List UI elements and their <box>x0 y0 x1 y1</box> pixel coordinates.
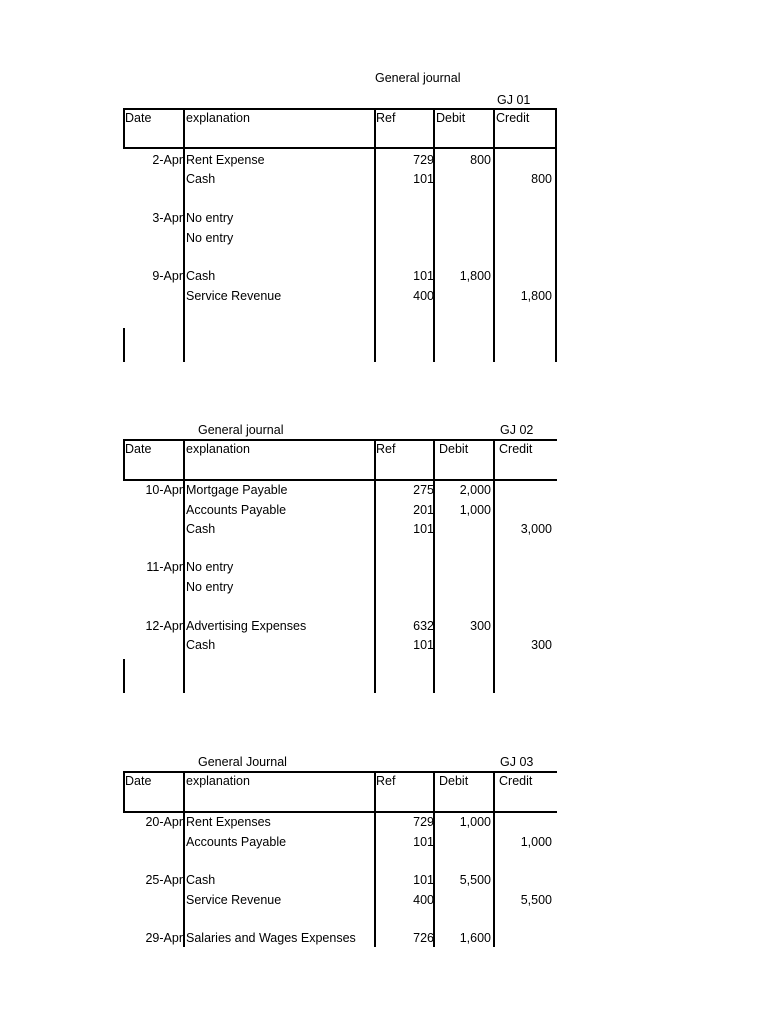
header-date: Date <box>125 442 152 456</box>
row-explanation: No entry <box>186 211 234 225</box>
header-bottom-border <box>123 479 557 481</box>
header-debit: Debit <box>439 774 469 788</box>
header-explanation: explanation <box>186 111 250 125</box>
column-divider <box>493 771 495 947</box>
row-ref: 400 <box>413 893 434 907</box>
table-top-border <box>123 108 557 110</box>
row-date: 10-Apr <box>145 483 183 497</box>
row-explanation: Cash <box>186 522 216 536</box>
column-divider <box>433 108 435 362</box>
row-debit: 300 <box>470 619 491 633</box>
row-ref: 729 <box>413 153 434 167</box>
column-divider <box>433 771 435 947</box>
row-explanation: Accounts Payable <box>186 835 287 849</box>
column-divider <box>183 771 185 947</box>
row-credit: 1,800 <box>520 289 552 303</box>
row-date: 20-Apr <box>145 815 183 829</box>
row-explanation: Cash <box>186 172 216 186</box>
row-credit: 1,000 <box>520 835 552 849</box>
row-explanation: Advertising Expenses <box>186 619 307 633</box>
row-explanation: Mortgage Payable <box>186 483 288 497</box>
header-credit: Credit <box>499 442 533 456</box>
row-date: 11-Apr <box>146 560 183 574</box>
row-debit: 2,000 <box>459 483 491 497</box>
row-date: 3-Apr <box>152 211 183 225</box>
column-divider <box>123 659 125 693</box>
row-explanation: Cash <box>186 873 216 887</box>
journal-code: GJ 03 <box>500 755 534 769</box>
header-debit: Debit <box>436 111 466 125</box>
header-bottom-border <box>123 147 557 149</box>
row-explanation: Cash <box>186 269 216 283</box>
row-explanation: Cash <box>186 638 216 652</box>
row-ref: 101 <box>413 835 434 849</box>
column-divider <box>493 439 495 693</box>
row-ref: 400 <box>413 289 434 303</box>
row-date: 2-Apr <box>152 153 183 167</box>
row-ref: 729 <box>413 815 434 829</box>
journal-code: GJ 02 <box>500 423 534 437</box>
table-top-border <box>123 771 557 773</box>
header-ref: Ref <box>376 111 396 125</box>
row-debit: 1,000 <box>459 503 491 517</box>
column-divider <box>433 439 435 693</box>
row-ref: 101 <box>413 638 434 652</box>
header-bottom-border <box>123 811 557 813</box>
column-divider <box>374 771 376 947</box>
journal-title: General Journal <box>198 755 287 769</box>
row-ref: 201 <box>413 503 434 517</box>
row-explanation: Rent Expense <box>186 153 265 167</box>
row-ref: 726 <box>413 931 434 945</box>
column-divider <box>123 328 125 362</box>
header-debit: Debit <box>439 442 469 456</box>
row-date: 12-Apr <box>145 619 183 633</box>
row-explanation: Accounts Payable <box>186 503 287 517</box>
row-ref: 101 <box>413 269 434 283</box>
header-date: Date <box>125 111 152 125</box>
journal-code: GJ 01 <box>497 93 531 107</box>
row-ref: 632 <box>413 619 434 633</box>
header-credit: Credit <box>499 774 533 788</box>
row-debit: 5,500 <box>459 873 491 887</box>
row-date: 9-Apr <box>152 269 183 283</box>
row-debit: 800 <box>470 153 491 167</box>
row-explanation: Service Revenue <box>186 893 282 907</box>
journal-table <box>123 108 557 362</box>
header-ref: Ref <box>376 442 396 456</box>
row-explanation: No entry <box>186 560 234 574</box>
column-divider <box>374 439 376 693</box>
row-explanation: Salaries and Wages Expenses <box>186 931 356 945</box>
header-explanation: explanation <box>186 774 250 788</box>
row-ref: 101 <box>413 873 434 887</box>
column-divider <box>555 108 557 362</box>
header-explanation: explanation <box>186 442 250 456</box>
row-explanation: Service Revenue <box>186 289 282 303</box>
journal-table <box>123 439 557 693</box>
row-explanation: No entry <box>186 580 234 594</box>
row-credit: 3,000 <box>520 522 552 536</box>
row-date: 25-Apr <box>145 873 183 887</box>
row-ref: 101 <box>413 172 434 186</box>
row-explanation: No entry <box>186 231 234 245</box>
journal-title: General journal <box>375 71 461 85</box>
journal-table <box>123 771 557 947</box>
row-ref: 275 <box>413 483 434 497</box>
row-debit: 1,000 <box>459 815 491 829</box>
row-debit: 1,600 <box>459 931 491 945</box>
row-explanation: Rent Expenses <box>186 815 271 829</box>
table-top-border <box>123 439 557 441</box>
row-date: 29-Apr <box>145 931 183 945</box>
header-credit: Credit <box>496 111 530 125</box>
row-credit: 800 <box>531 172 552 186</box>
column-divider <box>183 108 185 362</box>
row-debit: 1,800 <box>459 269 491 283</box>
row-credit: 300 <box>531 638 552 652</box>
column-divider <box>374 108 376 362</box>
row-credit: 5,500 <box>520 893 552 907</box>
column-divider <box>493 108 495 362</box>
column-divider <box>183 439 185 693</box>
row-ref: 101 <box>413 522 434 536</box>
journal-title: General journal <box>198 423 284 437</box>
header-date: Date <box>125 774 152 788</box>
header-ref: Ref <box>376 774 396 788</box>
